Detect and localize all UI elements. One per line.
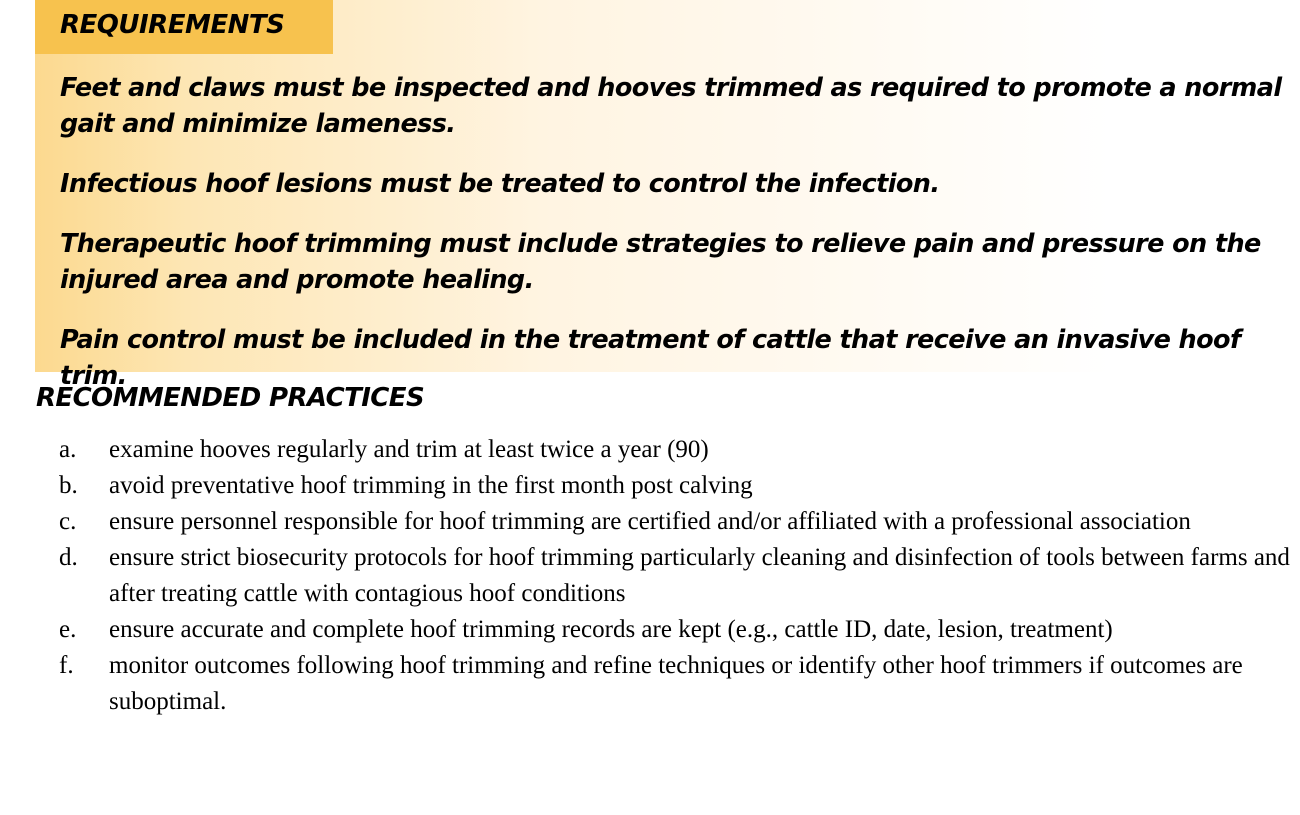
practice-item [59, 612, 1294, 648]
requirements-list [60, 70, 1285, 418]
requirement-item: Therapeutic hoof trimming must include strategies to relieve pain and pressure on the injured area and promote healing. [60, 229, 1261, 295]
practice-item [59, 468, 1294, 504]
practice-item [59, 540, 1294, 612]
requirement-item: Pain control must be included in the treatment of cattle that receive an invasive hoof trim. [60, 325, 1241, 391]
practice-text: monitor outcomes following hoof trimming and refine techniques or identify other hoof trimmers if outcomes are suboptimal. [109, 652, 1243, 715]
practice-letter: b. [59, 472, 78, 499]
practice-item [59, 648, 1294, 720]
practice-item [59, 504, 1294, 540]
recommended-practices-heading: RECOMMENDED PRACTICES [36, 383, 425, 413]
requirement-item: Infectious hoof lesions must be treated to control the infection. [60, 169, 940, 199]
requirement-item: Feet and claws must be inspected and hooves trimmed as required to promote a normal gait and minimize lameness. [60, 73, 1282, 139]
practice-text: ensure accurate and complete hoof trimming records are kept (e.g., cattle ID, date, lesion, treatment) [109, 616, 1113, 643]
requirements-heading: REQUIREMENTS [60, 10, 285, 40]
practice-letter: e. [59, 616, 77, 643]
practice-item [59, 432, 1294, 468]
practice-letter: d. [59, 544, 78, 571]
recommended-practices-list [59, 432, 1294, 720]
practice-text: avoid preventative hoof trimming in the first month post calving [109, 472, 753, 499]
practice-letter: a. [59, 436, 77, 463]
practice-letter: f. [59, 652, 74, 679]
practice-text: examine hooves regularly and trim at least twice a year (90) [109, 436, 709, 463]
practice-letter: c. [59, 508, 77, 535]
practice-text: ensure personnel responsible for hoof trimming are certified and/or affiliated with a professional association [109, 508, 1191, 535]
practice-text: ensure strict biosecurity protocols for hoof trimming particularly cleaning and disinfection of tools between farms and after treating cattle with contagious hoof conditions [109, 544, 1290, 607]
